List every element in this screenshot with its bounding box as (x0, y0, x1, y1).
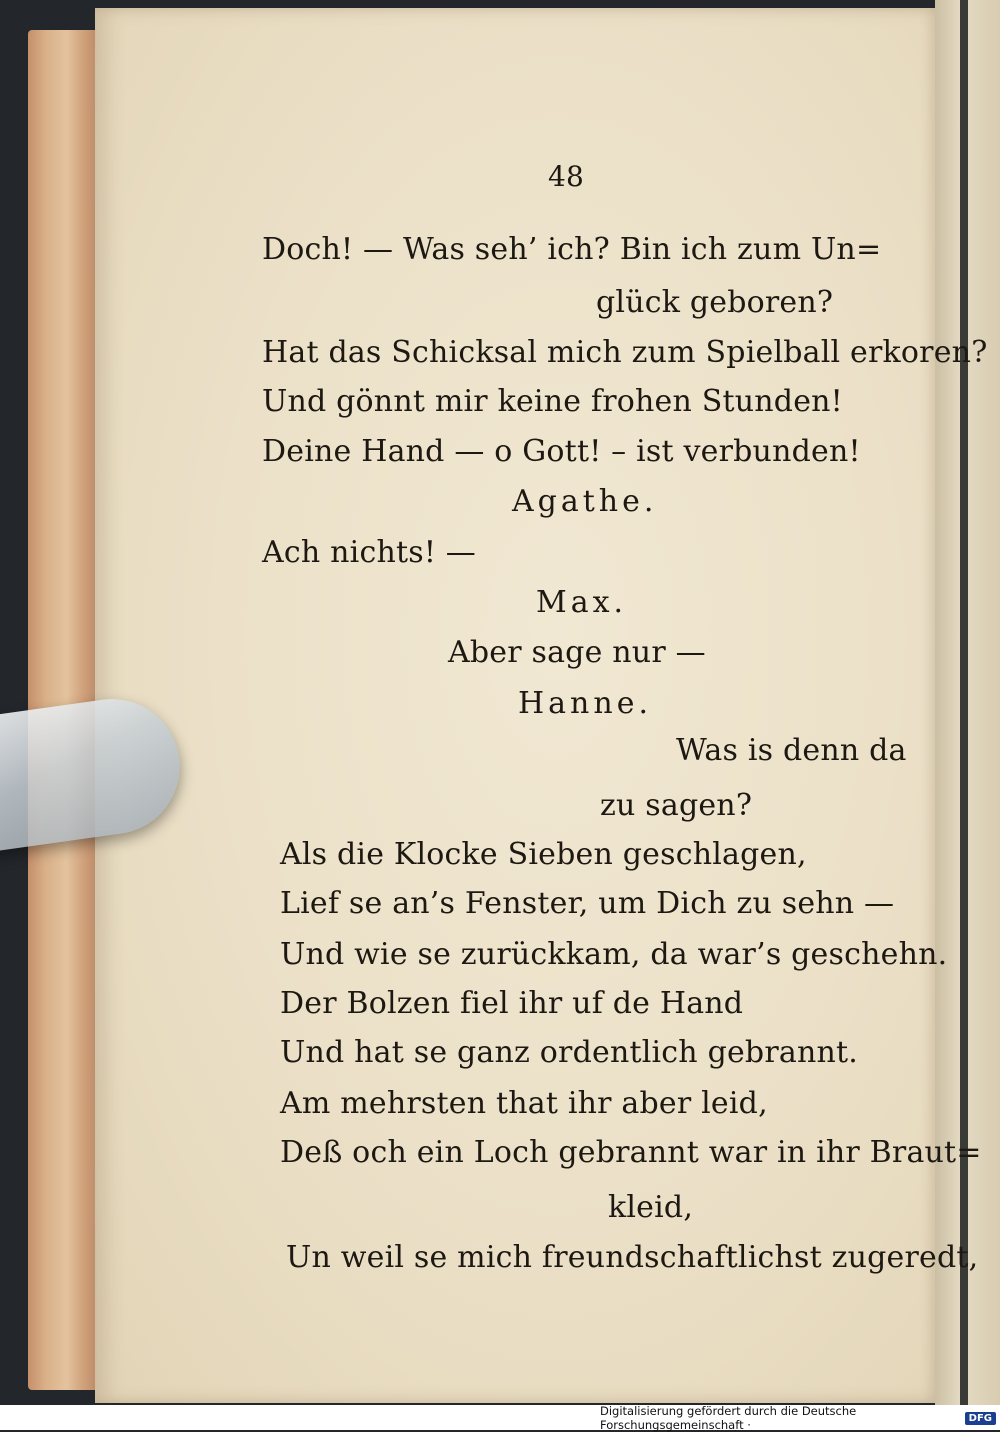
text-line: Deß och ein Loch gebrannt war in ihr Braut= (280, 1135, 982, 1170)
text-line: kleid, (608, 1190, 694, 1225)
credit-text: Digitalisierung gefördert durch die Deutsche Forschungsgemeinschaft · (600, 1404, 857, 1432)
digitization-credit (600, 1404, 996, 1432)
text-line: Doch! — Was seh’ ich? Bin ich zum Un= (262, 232, 882, 267)
text-line: glück geboren? (596, 285, 834, 320)
text-line: Als die Klocke Sieben geschlagen, (280, 837, 807, 872)
text-line: Aber sage nur — (448, 635, 706, 670)
text-line: Und wie se zurückkam, da war’s geschehn. (280, 937, 948, 972)
text-line: Deine Hand — o Gott! – ist verbunden! (262, 434, 861, 469)
text-line: Hat das Schicksal mich zum Spielball erkoren? (262, 335, 988, 370)
text-line: Lief se an’s Fenster, um Dich zu sehn — (280, 886, 895, 921)
page-number: 48 (548, 160, 585, 193)
text-line: Und hat se ganz ordentlich gebrannt. (280, 1035, 858, 1070)
text-line: Un weil se mich freundschaftlichst zugeredt, (286, 1240, 979, 1275)
dfg-logo: DFG (965, 1412, 996, 1425)
speaker-name: Max. (536, 585, 628, 620)
text-line: Am mehrsten that ihr aber leid, (280, 1086, 768, 1121)
text-line: zu sagen? (600, 788, 753, 823)
text-line: Ach nichts! — (262, 535, 477, 570)
text-line: Und gönnt mir keine frohen Stunden! (262, 384, 843, 419)
text-line: Was is denn da (676, 733, 907, 768)
speaker-name: Hanne. (518, 686, 652, 721)
speaker-name: Agathe. (512, 484, 658, 519)
text-line: Der Bolzen fiel ihr uf de Hand (280, 986, 744, 1021)
